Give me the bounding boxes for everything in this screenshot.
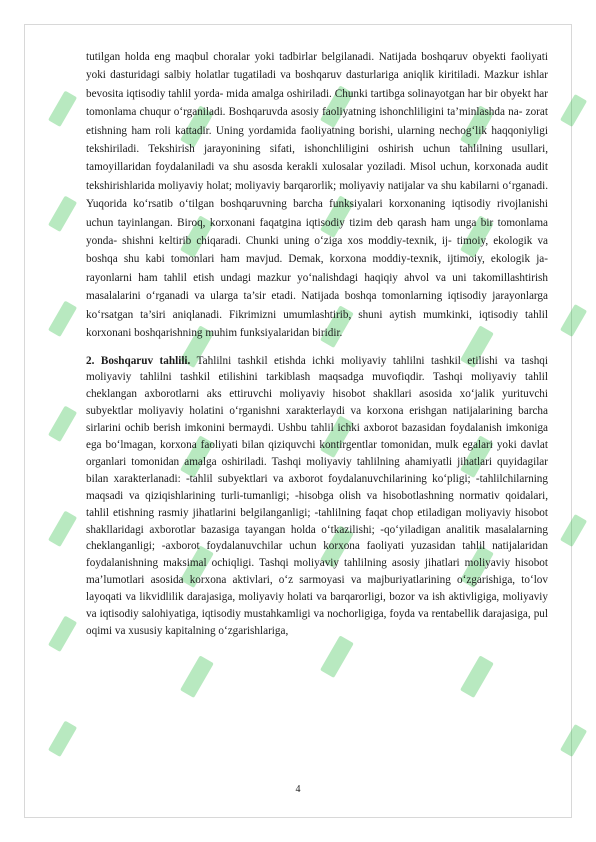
- paragraph-1: tutilgan holda eng maqbul choralar yoki tadbirlar belgilanadi. Natijada boshqaruv obyekti faoliyati yoki dasturidagi salbiy holatlar tugatiladi va boshqaruv dasturlariga aniqlik kiritiladi. Mazkur ishlar bevosita iqtisodiy tahlil yorda- mida amalga oshiriladi. Chunki tartibga solinayotgan har bir obyekt har tomonlama chuqur o‘rganiladi. Boshqaruvda asosiy faoliyatning ishonchliligini ta’minlashda na- zorat etishning ham roli kattadir. Uning yordamida faoliyatning borishi, ularning nechog‘lik haqqoniyligi tekshiriladi. Tekshirish jarayonining sifati, ishonchliligini oshirish uchun tahlilning usullari, tamoyillaridan foydalaniladi va shu asosda kerakli xulosalar yoziladi. Misol uchun, korxonada audit tekshirishlarida moliyaviy holat; moliyaviy barqarorlik; moliyaviy natijalar va shu kabilarni o‘rganadi. Yuqorida ko‘rsatib o‘tilgan boshqaruvning barcha funksiyalari korxonaning iqtisodiy rivojlanishi uchun tayinlangan. Biroq, korxonani faqatgina iqtisodiy tizim deb qarash ham unga bir tomonlama yonda- shishni keltirib chiqaradi. Chunki uning o‘ziga xos moddiy-texnik, ij- timoiy, ekologik va boshqa shu kabi tomonlari ham mavjud. Demak, korxona moddiy-texnik, ijtimoiy, ekologik ja- rayonlarni ham tahlil etish undagi mazkur yo‘nalishdagi haqiqiy ahvol va uni takomillashtirish masalalarini o‘rganadi va ularga ta’sir etadi. Natijada boshqa tomonlarning iqtisodiy jarayonlarga ko‘rsatgan ta’siri aniqlanadi. Fikrimizni umumlashtirib, shuni aytish mumkinki, iqtisodiy tahlil korxonani boshqarishning muhim funksiyalaridan biridir.: [86, 51, 548, 340]
- section-2-body: Tahlilni tashkil etishda ichki moliyaviy tahlilni tashkil etilishi va tashqi moliyaviy tahlilni tashkil etilishini tarkiblash maqsadga muvofiqdir. Tashqi moliyaviy tahlil cheklangan axborotlarni aks ettiruvchi moliyaviy hisobot shakllari asosida xo‘jalik yurituvchi subyektlar moliyaviy holatini o‘rganishni xarakterlaydi va korxona erishgan natijalarining barcha sirlarini ochib berish imkonini bermaydi. Ushbu tahlil ichki axborot bazasidan foydalanish imkoniga ega bo‘lmagan, korxona faoliyati bilan qiziquvchi kontirgentlar tomonidan, mulk egalari yoki davlat organlari tomonidan amalga oshiriladi. Tashqi moliyaviy tahlilning ahamiyatli jihatlari quyidagilar bilan xarakterlanadi: -tahlil subyektlari va axborot foydalanuvchilarining ko‘pligi; -tahlilchilarning maqsadi va qiziqishlarining turli-tumanligi; -hisobga olish va hisobotlashning normativ qoidalari, tahlil etishning rasmiy jihatlarini belgilanganligi; -tahlilning faqat chop etiladigan moliyaviy hisobot shakllaridagi axborotlar bazasiga tayangan holda o‘tkazilishi; -qo‘yiladigan analitik masalalarning cheklanganligi; -axborot foydalanuvchilar uchun korxona faoliyati yuzasidan tahlil natijalaridan foydalanishning maksimal ochiqligi. Tashqi moliyaviy tahlilning asosiy jihatlari moliyaviy hisobot ma’lumotlari asosida korxona aktivlari, o‘z sarmoyasi va majburiyatlarining o‘zgarishiga, to‘lov layoqati va likvidlilik darajasiga, moliyaviy holati va barqarorligi, bozor va ish aktivligiga, moliyaviy va iqtisodiy salohiyatiga, iqtisodiy mustahkamligi va nochorligiga, foyda va rentabellik darajasiga, pul oqimi va xususiy kapitalning o‘zgarishlariga,: [86, 354, 548, 637]
- section-2-heading: 2. Boshqaruv tahlili.: [86, 354, 191, 367]
- section-2: [86, 353, 548, 640]
- page-number: 4: [295, 784, 301, 795]
- document-body: [86, 48, 548, 640]
